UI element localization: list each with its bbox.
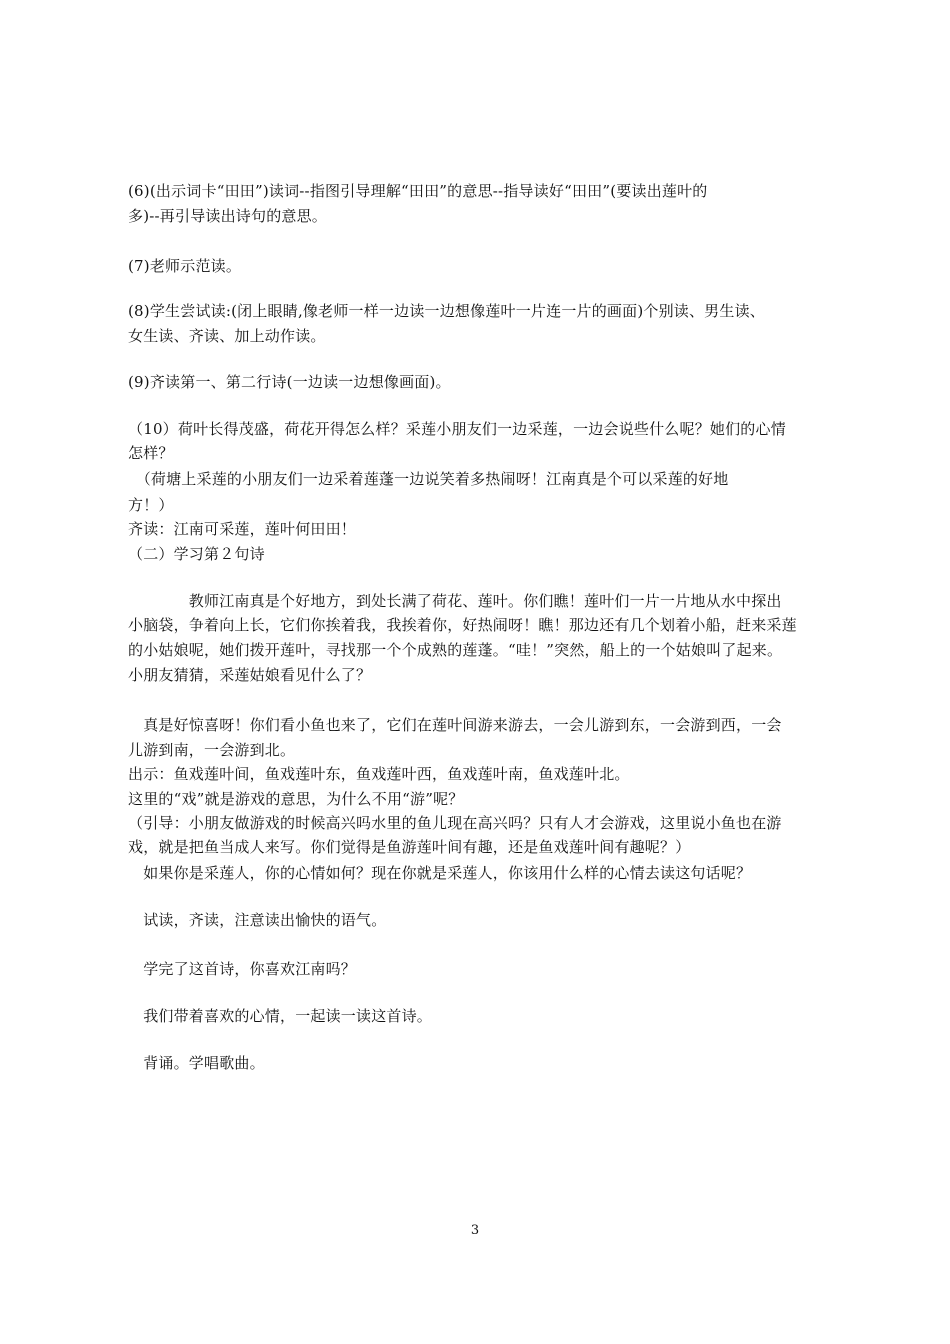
text-line: 出示：鱼戏莲叶间，鱼戏莲叶东，鱼戏莲叶西，鱼戏莲叶南，鱼戏莲叶北。: [128, 765, 630, 783]
text-line: 我们带着喜欢的心情，一起读一读这首诗。: [128, 1007, 433, 1025]
text-line: 背诵。学唱歌曲。: [128, 1054, 265, 1072]
section-heading: （二）学习第２句诗: [128, 545, 265, 563]
text-line: （荷塘上采莲的小朋友们一边采着莲蓬一边说笑着多热闹呀！江南真是个可以采莲的好地: [128, 470, 729, 488]
text-line: (9)齐读第一、第二行诗(一边读一边想像画面)。: [128, 373, 451, 391]
text-line: (8)学生尝试读:(闭上眼睛,像老师一样一边读一边想像莲叶一片连一片的画面)个别读、男生读、: [128, 302, 765, 320]
page-number: 3: [470, 1223, 480, 1238]
text-line: (7)老师示范读。: [128, 257, 242, 275]
text-line: (6)(出示词卡“田田”)读词--指图引导理解“田田”的意思--指导读好“田田”(要读出莲叶的: [128, 182, 708, 200]
text-line: 齐读：江南可采莲，莲叶何田田！: [128, 520, 357, 538]
text-line: 儿游到南，一会游到北。: [128, 741, 296, 759]
text-line: 教师江南真是个好地方，到处长满了荷花、莲叶。你们瞧！莲叶们一片一片地从水中探出: [128, 592, 782, 610]
text-line: 小脑袋，争着向上长，它们你挨着我，我挨着你，好热闹呀！瞧！那边还有几个划着小船，赶来采莲: [128, 616, 797, 634]
text-line: 方！）: [128, 496, 174, 514]
text-line: 多)--再引导读出诗句的意思。: [128, 207, 327, 225]
text-line: 的小姑娘呢，她们拨开莲叶，寻找那一个个成熟的莲蓬。“哇！”突然，船上的一个姑娘叫了起来。: [128, 641, 783, 659]
text-line: 试读，齐读，注意读出愉快的语气。: [128, 911, 387, 929]
text-line: 学完了这首诗，你喜欢江南吗？: [128, 960, 357, 978]
text-line: 真是好惊喜呀！你们看小鱼也来了，它们在莲叶间游来游去，一会儿游到东，一会游到西，一会: [128, 716, 782, 734]
text-line: 怎样？: [128, 444, 174, 462]
text-line: 女生读、齐读、加上动作读。: [128, 327, 326, 345]
text-line: 如果你是采莲人，你的心情如何？现在你就是采莲人，你该用什么样的心情去读这句话呢？: [128, 864, 752, 882]
text-line: 戏，就是把鱼当成人来写。你们觉得是鱼游莲叶间有趣，还是鱼戏莲叶间有趣呢？）: [128, 838, 691, 856]
text-line: 这里的“戏”就是游戏的意思，为什么不用“游”呢？: [128, 790, 464, 808]
text-line: 小朋友猜猜，采莲姑娘看见什么了？: [128, 666, 372, 684]
text-line: （引导：小朋友做游戏的时候高兴吗水里的鱼儿现在高兴吗？只有人才会游戏，这里说小鱼也在游: [128, 814, 782, 832]
text-line: （10）荷叶长得茂盛，荷花开得怎么样？采莲小朋友们一边采莲，一边会说些什么呢？她们的心情: [128, 420, 786, 438]
